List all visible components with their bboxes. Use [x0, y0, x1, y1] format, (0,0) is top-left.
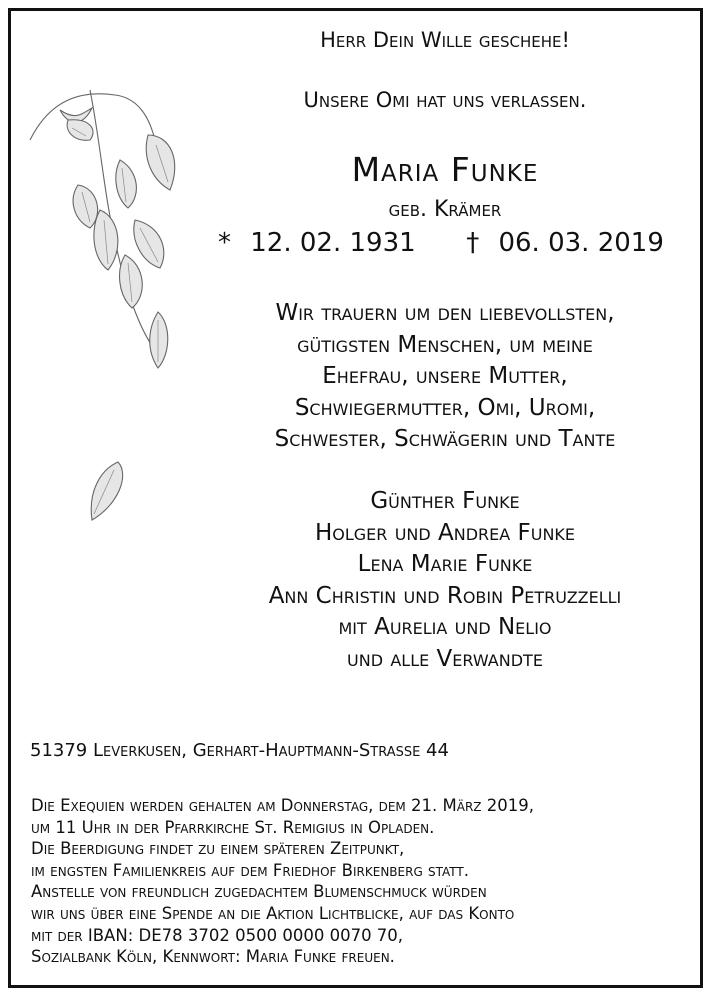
birth-name: geb. Krämer	[388, 197, 502, 222]
death-date: 06. 03. 2019	[498, 228, 664, 258]
birth-star-icon: *	[218, 228, 231, 258]
mourner-line: Ann Christin und Robin Petruzzelli	[268, 582, 622, 609]
announcement-line: Unsere Omi hat uns verlassen.	[303, 88, 587, 112]
birch-branch-icon	[20, 80, 200, 540]
notice-line: Die Beerdigung findet zu einem späteren Zeitpunkt,	[31, 839, 405, 859]
tribute-line: gütigsten Menschen, um meine	[297, 331, 593, 358]
mourner-line: Günther Funke	[370, 488, 520, 514]
bible-verse: Herr Dein Wille geschehe!	[320, 28, 570, 52]
family-address: 51379 Leverkusen, Gerhart-Hauptmann-Strasse 44	[30, 740, 449, 761]
mourner-line: mit Aurelia und Nelio	[338, 614, 552, 640]
notice-line: Die Exequien werden gehalten am Donnerstag, dem 21. März 2019,	[31, 796, 535, 815]
notice-line: mit der IBAN: DE78 3702 0500 0000 0070 70,	[31, 925, 404, 945]
birth-date: 12. 02. 1931	[250, 228, 416, 258]
tribute-line: Schwester, Schwägerin und Tante	[274, 426, 616, 452]
tribute-line: Wir trauern um den liebevollsten,	[275, 300, 615, 326]
mourner-line: Holger und Andrea Funke	[314, 519, 576, 546]
death-cross-icon: †	[466, 228, 480, 258]
tribute-text	[200, 298, 690, 456]
funeral-notice	[31, 795, 534, 968]
life-dates	[218, 228, 664, 258]
deceased-name: Maria Funke	[351, 150, 539, 189]
notice-line: Sozialbank Köln, Kennwort: Maria Funke freuen.	[31, 947, 395, 967]
mourners-list	[200, 486, 690, 675]
mourner-line: Lena Marie Funke	[357, 551, 533, 577]
notice-line: wir uns über eine Spende an die Aktion Lichtblicke, auf das Konto	[31, 903, 515, 923]
tribute-line: Ehefrau, unsere Mutter,	[322, 363, 568, 389]
tribute-line: Schwiegermutter, Omi, Uromi,	[294, 394, 596, 421]
notice-line: um 11 Uhr in der Pfarrkirche St. Remigius in Opladen.	[31, 817, 435, 837]
notice-line: Anstelle von freundlich zugedachtem Blumenschmuck würden	[31, 882, 487, 902]
notice-line: im engsten Familienkreis auf dem Friedhof Birkenberg statt.	[31, 860, 469, 880]
mourner-line: und alle Verwandte	[347, 645, 543, 672]
